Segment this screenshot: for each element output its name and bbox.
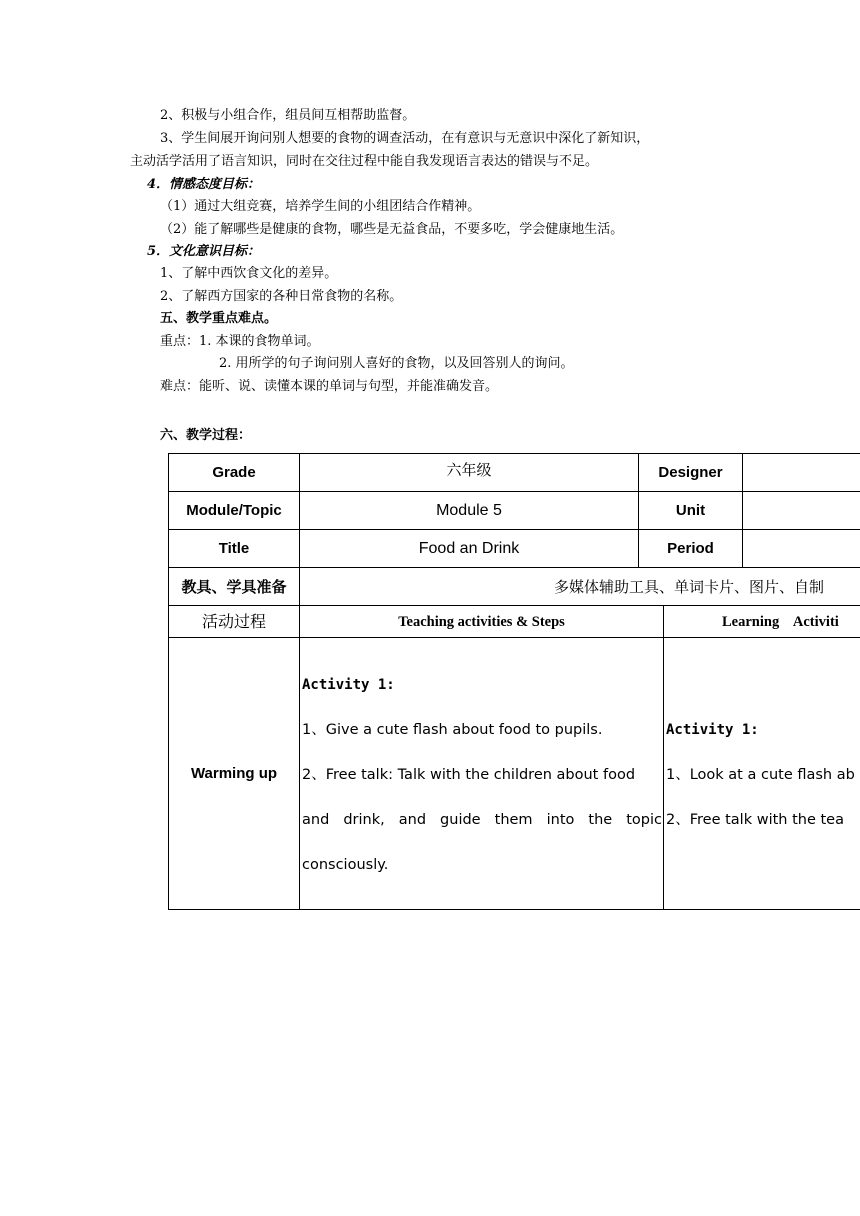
teaching-step-1: 1、Give a cute flash about food to pupils. [302, 722, 603, 738]
period-label: Period [639, 530, 743, 568]
module-value: Module 5 [300, 492, 639, 530]
learning-header: Learning Activiti [664, 606, 860, 638]
designer-label: Designer [639, 454, 743, 492]
learning-step-2: 2、Free talk with the tea [666, 812, 844, 828]
teaching-step-2-end: consciously. [302, 857, 389, 873]
text-line: 重点：1. 本课的食物单词。 [160, 334, 320, 349]
prep-value: 多媒体辅助工具、单词卡片、图片、自制 [300, 568, 860, 606]
designer-value [743, 454, 860, 492]
process-label: 活动过程 [169, 606, 300, 638]
table-row [169, 568, 860, 606]
title-value: Food an Drink [300, 530, 639, 568]
text-line: （2）能了解哪些是健康的食物，哪些是无益食品，不要多吃，学会健康地生活。 [160, 222, 624, 237]
text-line: 3、学生间展开询问别人想要的食物的调查活动，在有意识与无意识中深化了新知识， [160, 131, 650, 146]
section-heading: 六、教学过程： [160, 428, 252, 443]
table-row [169, 606, 860, 638]
lesson-plan-table [168, 453, 860, 910]
learning-activity-title: Activity 1: [666, 722, 759, 738]
teaching-header: Teaching activities & Steps [300, 606, 664, 638]
teaching-step-2: 2、Free talk: Talk with the children about food [302, 767, 636, 783]
teaching-step-2-cont: and drink, and guide them into the topic [302, 812, 662, 828]
grade-label: Grade [169, 454, 300, 492]
teaching-cell [300, 638, 664, 910]
teaching-activity-title: Activity 1: [302, 677, 395, 693]
title-label: Title [169, 530, 300, 568]
text-line: 主动活学活用了语言知识，同时在交往过程中能自我发现语言表达的错误与不足。 [130, 154, 599, 169]
text-line: 2、积极与小组合作，组员间互相帮助监督。 [160, 108, 416, 123]
period-value [743, 530, 860, 568]
text-line: 2. 用所学的句子询问别人喜好的食物，以及回答别人的询问。 [219, 356, 574, 371]
unit-value [743, 492, 860, 530]
module-label: Module/Topic [169, 492, 300, 530]
learning-cell [664, 638, 860, 910]
text-line: 1、了解中西饮食文化的差异。 [160, 266, 338, 281]
section-heading: 五、教学重点难点。 [160, 311, 278, 326]
table-row [169, 492, 860, 530]
stage-label: Warming up [169, 638, 300, 910]
unit-label: Unit [639, 492, 743, 530]
prep-label: 教具、学具准备 [169, 568, 300, 606]
table-row [169, 638, 860, 910]
section-heading: 5．文化意识目标： [147, 244, 261, 259]
table-row [169, 454, 860, 492]
text-line: 难点：能听、说、读懂本课的单词与句型，并能准确发音。 [160, 379, 499, 394]
text-line: （1）通过大组竞赛，培养学生间的小组团结合作精神。 [160, 199, 481, 214]
learning-step-1: 1、Look at a cute flash ab [666, 767, 855, 783]
section-heading: 4．情感态度目标： [147, 177, 261, 192]
grade-value: 六年级 [300, 454, 639, 492]
table-row [169, 530, 860, 568]
text-line: 2、了解西方国家的各种日常食物的名称。 [160, 289, 403, 304]
